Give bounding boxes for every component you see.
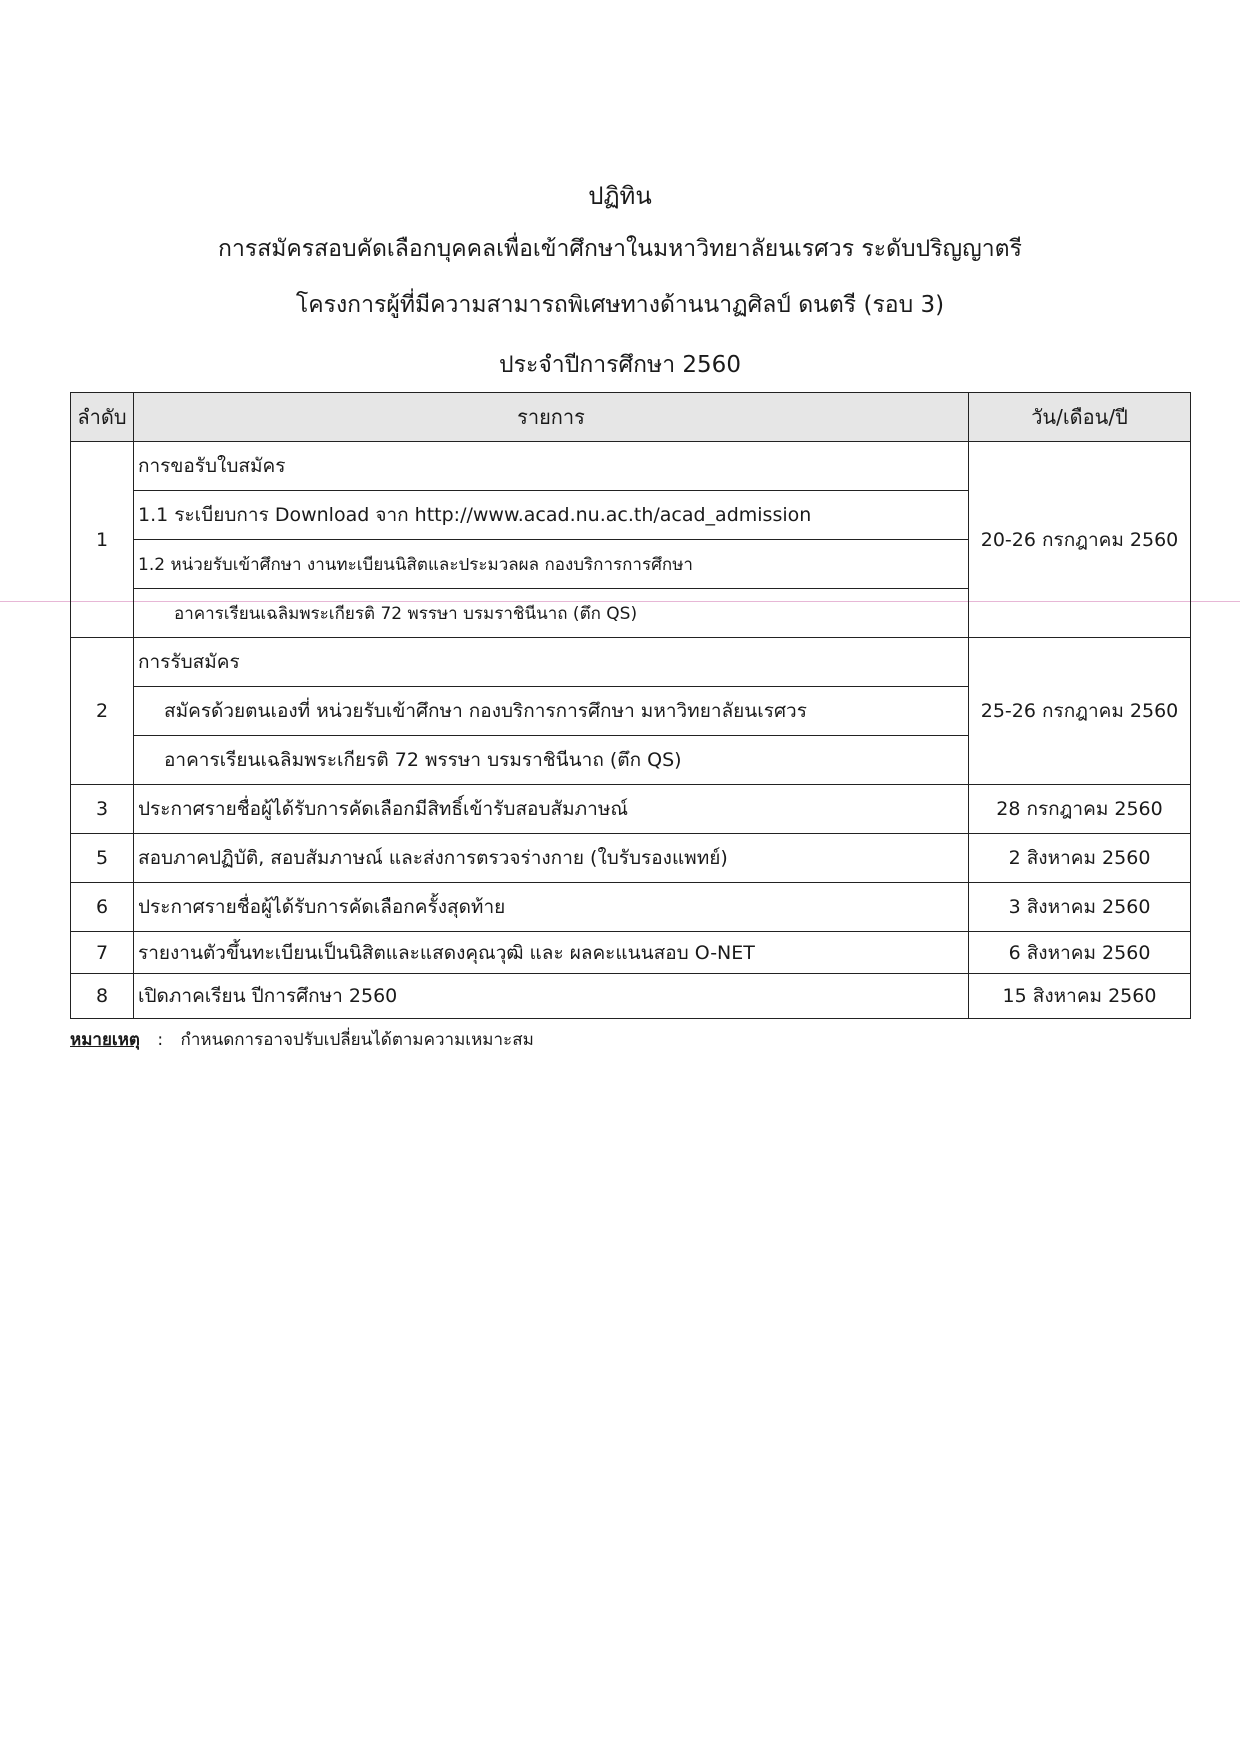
table-row	[71, 834, 1191, 883]
row-no: 2	[71, 638, 134, 785]
row-no: 6	[71, 883, 134, 932]
row-item: รายงานตัวขึ้นทะเบียนเป็นนิสิตและแสดงคุณวุฒิ และ ผลคะแนนสอบ O-NET	[134, 932, 969, 974]
row-item-title: การขอรับใบสมัคร	[134, 442, 969, 491]
row-no: 7	[71, 932, 134, 974]
row-date: 20-26 กรกฎาคม 2560	[969, 442, 1191, 638]
row-item-title: การรับสมัคร	[134, 638, 969, 687]
row-no: 5	[71, 834, 134, 883]
table-row	[71, 638, 1191, 687]
footnote-separator: :	[157, 1030, 164, 1050]
table-row	[71, 785, 1191, 834]
page-subtitle-3: ประจำปีการศึกษา 2560	[499, 352, 741, 378]
footnote-text: กำหนดการอาจปรับเปลี่ยนได้ตามความเหมาะสม	[180, 1030, 534, 1050]
row-date: 2 สิงหาคม 2560	[969, 834, 1191, 883]
schedule-table	[70, 392, 1191, 1019]
table-row	[71, 932, 1191, 974]
row-no: 1	[71, 442, 134, 638]
table-row	[71, 883, 1191, 932]
footnote	[70, 1026, 534, 1053]
header-date: วัน/เดือน/ปี	[969, 393, 1191, 442]
row-item-sub: 1.2 หน่วยรับเข้าศึกษา งานทะเบียนนิสิตและประมวลผล กองบริการการศึกษา	[134, 540, 969, 589]
footnote-label: หมายเหตุ	[70, 1030, 140, 1050]
table-row	[71, 442, 1191, 491]
row-date: 25-26 กรกฎาคม 2560	[969, 638, 1191, 785]
row-date: 28 กรกฎาคม 2560	[969, 785, 1191, 834]
row-item-sub: อาคารเรียนเฉลิมพระเกียรติ 72 พรรษา บรมราชินีนาถ (ตึก QS)	[134, 736, 969, 785]
row-item-sub: อาคารเรียนเฉลิมพระเกียรติ 72 พรรษา บรมราชินีนาถ (ตึก QS)	[134, 589, 969, 638]
row-no: 8	[71, 974, 134, 1019]
page-subtitle-2: โครงการผู้ที่มีความสามารถพิเศษทางด้านนาฏศิลป์ ดนตรี (รอบ 3)	[295, 292, 945, 318]
row-date: 15 สิงหาคม 2560	[969, 974, 1191, 1019]
header-no: ลำดับ	[71, 393, 134, 442]
row-item: ประกาศรายชื่อผู้ได้รับการคัดเลือกครั้งสุดท้าย	[134, 883, 969, 932]
row-date: 6 สิงหาคม 2560	[969, 932, 1191, 974]
row-item-sub: สมัครด้วยตนเองที่ หน่วยรับเข้าศึกษา กองบริการการศึกษา มหาวิทยาลัยนเรศวร	[134, 687, 969, 736]
page-title: ปฏิทิน	[588, 182, 652, 210]
row-item: ประกาศรายชื่อผู้ได้รับการคัดเลือกมีสิทธิ์เข้ารับสอบสัมภาษณ์	[134, 785, 969, 834]
row-item-sub: 1.1 ระเบียบการ Download จาก http://www.acad.nu.ac.th/acad_admission	[134, 491, 969, 540]
table-header-row	[71, 393, 1191, 442]
row-no: 3	[71, 785, 134, 834]
header-item: รายการ	[134, 393, 969, 442]
row-item: เปิดภาคเรียน ปีการศึกษา 2560	[134, 974, 969, 1019]
row-date: 3 สิงหาคม 2560	[969, 883, 1191, 932]
table-row	[71, 974, 1191, 1019]
row-item: สอบภาคปฏิบัติ, สอบสัมภาษณ์ และส่งการตรวจร่างกาย (ใบรับรองแพทย์)	[134, 834, 969, 883]
page-subtitle-1: การสมัครสอบคัดเลือกบุคคลเพื่อเข้าศึกษาในมหาวิทยาลัยนเรศวร ระดับปริญญาตรี	[218, 236, 1022, 262]
